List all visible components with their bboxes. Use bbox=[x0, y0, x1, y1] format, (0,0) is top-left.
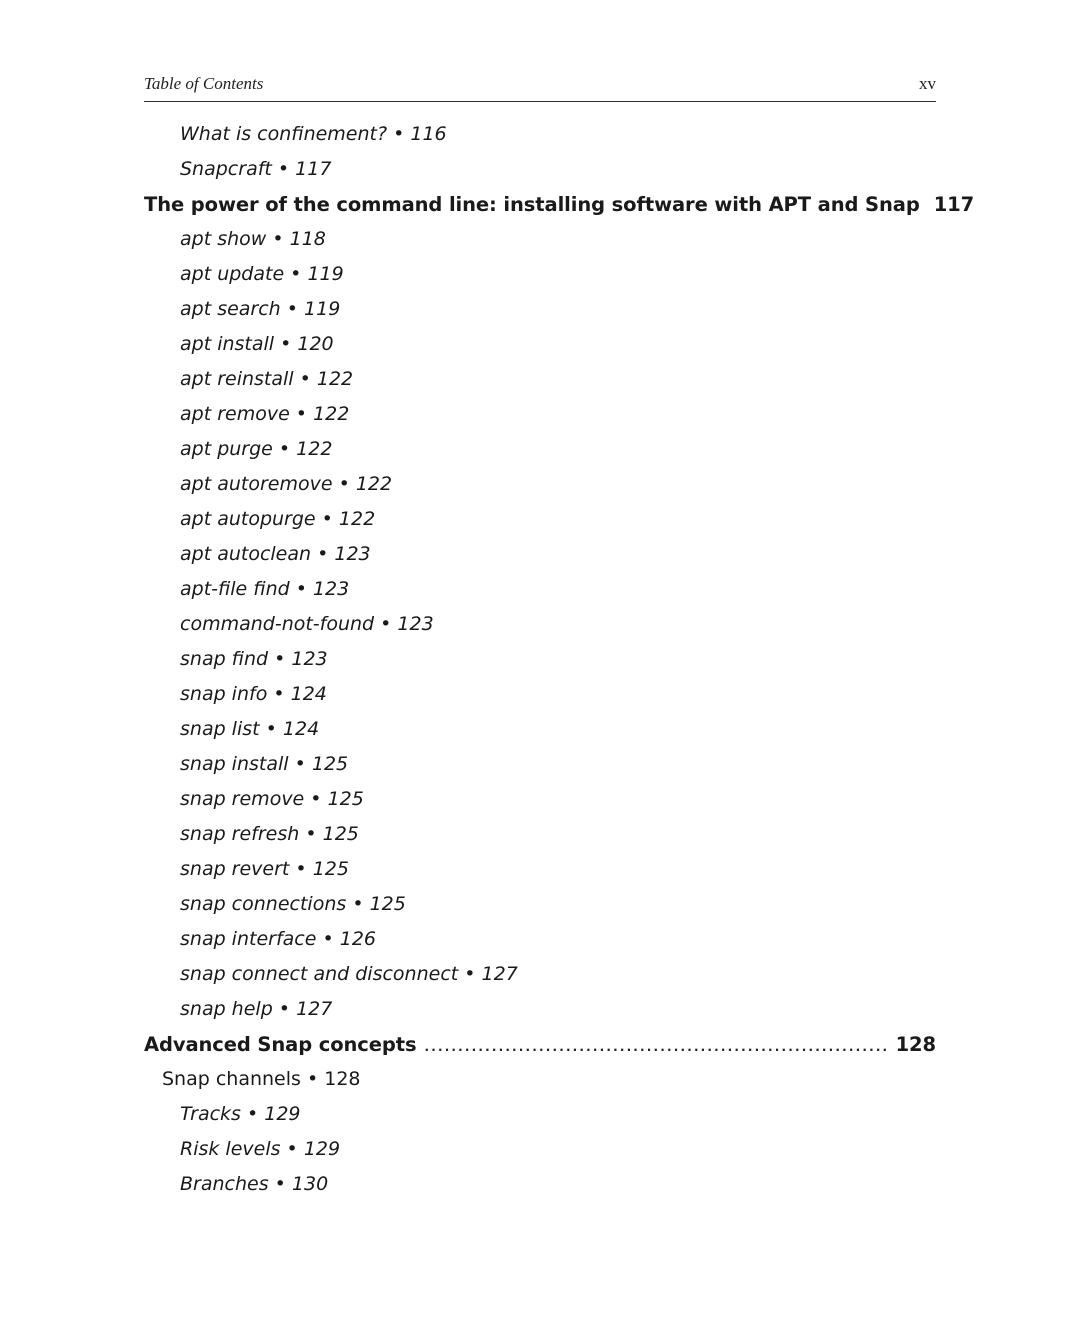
toc-entry-title: snap help bbox=[180, 998, 273, 1020]
page-header bbox=[144, 72, 936, 102]
toc-entry-title: snap revert bbox=[180, 858, 290, 880]
toc-entry-page: 122 bbox=[338, 508, 376, 530]
toc-chapter-title: Advanced Snap concepts bbox=[144, 1033, 417, 1056]
toc-subsection-entry[interactable] bbox=[144, 887, 936, 922]
bullet-separator: • bbox=[458, 963, 482, 985]
bullet-separator: • bbox=[346, 893, 370, 915]
toc-entry-page: 123 bbox=[334, 543, 371, 565]
running-header-page-number: xv bbox=[919, 74, 936, 93]
bullet-separator: • bbox=[271, 158, 296, 180]
toc-subsection-entry[interactable] bbox=[144, 817, 936, 852]
toc-entry-page: 128 bbox=[324, 1068, 361, 1090]
bullet-separator: • bbox=[268, 1173, 292, 1195]
toc-entry-page: 129 bbox=[303, 1138, 341, 1160]
toc-entry-title: Risk levels bbox=[180, 1138, 281, 1160]
toc-entry-page: 123 bbox=[397, 613, 434, 635]
toc-entry-title: apt update bbox=[180, 263, 285, 285]
toc-subsection-entry[interactable] bbox=[144, 642, 936, 677]
toc-entry-page: 127 bbox=[296, 998, 333, 1020]
toc-subsection-entry[interactable] bbox=[144, 607, 936, 642]
bullet-separator: • bbox=[304, 788, 328, 810]
bullet-separator: • bbox=[289, 578, 313, 600]
toc-entry-title: apt show bbox=[180, 228, 267, 250]
bullet-separator: • bbox=[387, 123, 411, 145]
toc-entry-title: snap refresh bbox=[180, 823, 300, 845]
toc-entry-title: apt autopurge bbox=[180, 508, 316, 530]
running-header-title: Table of Contents bbox=[144, 74, 264, 93]
bullet-separator: • bbox=[240, 1103, 265, 1125]
toc-entry-title: apt install bbox=[180, 333, 275, 355]
toc-entry-title: Snap channels bbox=[162, 1068, 301, 1090]
toc-entry-page: 122 bbox=[355, 473, 393, 495]
toc-entry-page: 125 bbox=[327, 788, 364, 810]
toc-entry-page: 122 bbox=[296, 438, 333, 460]
toc-entry-title: Branches bbox=[180, 1173, 269, 1195]
bullet-separator: • bbox=[374, 613, 398, 635]
toc-entry-title: apt reinstall bbox=[180, 368, 294, 390]
toc-subsection-entry[interactable] bbox=[144, 467, 936, 502]
toc-entry-page: 124 bbox=[290, 683, 327, 705]
toc-subsection-entry[interactable] bbox=[144, 747, 936, 782]
toc-entry-title: apt-file find bbox=[180, 578, 290, 600]
bullet-separator: • bbox=[274, 333, 298, 355]
toc-subsection-entry[interactable] bbox=[144, 362, 936, 397]
toc-subsection-entry[interactable] bbox=[144, 992, 936, 1027]
toc-subsection-entry[interactable] bbox=[144, 257, 936, 292]
toc-entry-title: snap remove bbox=[180, 788, 305, 810]
bullet-separator: • bbox=[311, 543, 335, 565]
toc-entry-title: apt autoremove bbox=[180, 473, 333, 495]
toc-entry-page: 125 bbox=[312, 858, 349, 880]
toc-entry-page: 120 bbox=[297, 333, 334, 355]
dot-leader bbox=[424, 1027, 889, 1065]
toc-subsection-entry[interactable] bbox=[144, 782, 936, 817]
bullet-separator: • bbox=[284, 263, 308, 285]
bullet-separator: • bbox=[300, 1068, 325, 1090]
toc-entry-page: 124 bbox=[282, 718, 320, 740]
toc-entry-page: 129 bbox=[264, 1103, 301, 1125]
toc-subsection-entry[interactable] bbox=[144, 117, 936, 152]
bullet-separator: • bbox=[267, 683, 291, 705]
toc-section-entry[interactable] bbox=[144, 1062, 936, 1097]
toc-entry-title: snap info bbox=[180, 683, 268, 705]
bullet-separator: • bbox=[268, 648, 292, 670]
bullet-separator: • bbox=[288, 753, 312, 775]
toc-entry-page: 127 bbox=[481, 963, 518, 985]
toc-entry-page: 116 bbox=[410, 123, 447, 145]
toc-subsection-entry[interactable] bbox=[144, 397, 936, 432]
bullet-separator: • bbox=[289, 403, 314, 425]
toc-entry-title: snap find bbox=[180, 648, 269, 670]
toc-subsection-entry[interactable] bbox=[144, 1167, 936, 1202]
toc-subsection-entry[interactable] bbox=[144, 852, 936, 887]
toc-subsection-entry[interactable] bbox=[144, 572, 936, 607]
bullet-separator: • bbox=[315, 508, 339, 530]
toc-chapter-title: The power of the command line: installing software with APT and Snap bbox=[144, 193, 920, 216]
bullet-separator: • bbox=[316, 928, 340, 950]
bullet-separator: • bbox=[272, 998, 297, 1020]
bullet-separator: • bbox=[272, 438, 297, 460]
toc-subsection-entry[interactable] bbox=[144, 222, 936, 257]
toc-entry-page: 122 bbox=[313, 403, 350, 425]
toc-entry-page: 119 bbox=[307, 263, 344, 285]
toc-entry-title: snap install bbox=[180, 753, 289, 775]
toc-entry-page: 125 bbox=[322, 823, 359, 845]
toc-entry-title: apt search bbox=[180, 298, 281, 320]
toc-entry-title: snap connect and disconnect bbox=[180, 963, 459, 985]
toc-subsection-entry[interactable] bbox=[144, 152, 936, 187]
toc-chapter-page: 117 bbox=[933, 193, 975, 216]
bullet-separator: • bbox=[280, 298, 305, 320]
toc-chapter-entry[interactable] bbox=[144, 187, 975, 222]
toc-entry-page: 118 bbox=[289, 228, 326, 250]
toc-entry-title: What is confinement? bbox=[180, 123, 388, 145]
toc-entry-page: 125 bbox=[311, 753, 349, 775]
bullet-separator: • bbox=[293, 368, 317, 390]
toc-entry-page: 119 bbox=[304, 298, 341, 320]
toc-chapter-page: 128 bbox=[895, 1033, 936, 1056]
toc-subsection-entry[interactable] bbox=[144, 502, 936, 537]
toc-entry-title: snap connections bbox=[180, 893, 347, 915]
toc-entry-title: command-not-found bbox=[180, 613, 375, 635]
toc-subsection-entry[interactable] bbox=[144, 432, 936, 467]
toc-entry-page: 123 bbox=[291, 648, 328, 670]
toc-entry-page: 122 bbox=[316, 368, 354, 390]
toc-entry-page: 126 bbox=[339, 928, 376, 950]
toc-entry-page: 130 bbox=[291, 1173, 329, 1195]
toc-subsection-entry[interactable] bbox=[144, 957, 936, 992]
bullet-separator: • bbox=[259, 718, 283, 740]
bullet-separator: • bbox=[280, 1138, 304, 1160]
toc-subsection-entry[interactable] bbox=[144, 677, 936, 712]
toc-entry-title: apt remove bbox=[180, 403, 290, 425]
toc-subsection-entry[interactable] bbox=[144, 712, 936, 747]
toc-subsection-entry[interactable] bbox=[144, 537, 936, 572]
bullet-separator: • bbox=[266, 228, 290, 250]
toc-chapter-entry[interactable] bbox=[144, 1027, 936, 1062]
toc-entry-title: Snapcraft bbox=[180, 158, 272, 180]
toc-entry-title: snap interface bbox=[180, 928, 317, 950]
bullet-separator: • bbox=[299, 823, 323, 845]
toc-subsection-entry[interactable] bbox=[144, 327, 936, 362]
toc-entry-page: 117 bbox=[295, 158, 332, 180]
toc-subsection-entry[interactable] bbox=[144, 1132, 936, 1167]
bullet-separator: • bbox=[289, 858, 313, 880]
bullet-separator: • bbox=[332, 473, 356, 495]
toc-subsection-entry[interactable] bbox=[144, 292, 936, 327]
toc-entry-page: 123 bbox=[312, 578, 350, 600]
toc-entry-title: apt purge bbox=[180, 438, 273, 460]
toc-subsection-entry[interactable] bbox=[144, 1097, 936, 1132]
toc-entry-title: apt autoclean bbox=[180, 543, 312, 565]
toc-subsection-entry[interactable] bbox=[144, 922, 936, 957]
toc-entry-title: snap list bbox=[180, 718, 260, 740]
toc-entry-page: 125 bbox=[369, 893, 406, 915]
table-of-contents bbox=[144, 117, 975, 1202]
toc-entry-title: Tracks bbox=[180, 1103, 241, 1125]
